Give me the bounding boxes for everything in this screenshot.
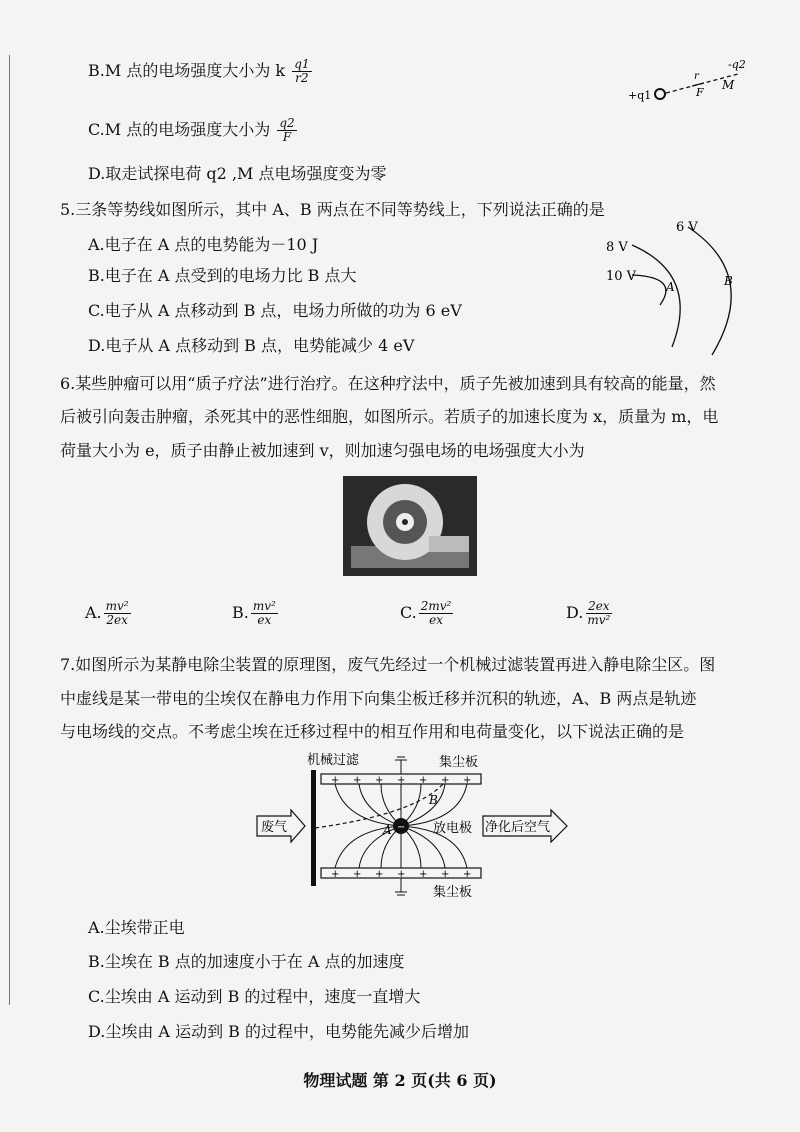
svg-text:F: F xyxy=(696,86,704,99)
q5-option-a: A.电子在 A 点的电势能为－10 J xyxy=(88,235,319,254)
svg-text:B: B xyxy=(724,274,733,288)
svg-text:+: + xyxy=(331,775,340,786)
svg-text:r: r xyxy=(694,71,699,82)
proton-therapy-photo xyxy=(343,476,477,576)
q1-charge-icon xyxy=(655,89,665,99)
q4-option-b: B.M 点的电场强度大小为 k $\frac{q1}{r2}$ xyxy=(88,57,310,85)
page-footer: 物理试题 第 2 页(共 6 页) xyxy=(303,1071,497,1090)
svg-text:+: + xyxy=(375,869,384,880)
svg-text:B: B xyxy=(429,793,438,807)
svg-text:+q1: +q1 xyxy=(628,89,652,102)
svg-text:净化后空气: 净化后空气 xyxy=(485,820,551,835)
svg-text:放电极: 放电极 xyxy=(433,821,473,836)
q6-option-c: C. $\frac{\text{2mv²}}{ex}$ xyxy=(400,599,452,627)
svg-text:-q2: -q2 xyxy=(728,58,746,71)
svg-text:废气: 废气 xyxy=(261,820,288,835)
dust-trajectory xyxy=(315,784,443,828)
q5-stem: 5.三条等势线如图所示，其中 A、B 两点在不同等势线上，下列说法正确的是 xyxy=(60,200,605,219)
svg-text:+: + xyxy=(397,775,406,786)
q6-option-d: D. $\frac{2ex}{\text{mv²}}$ xyxy=(566,599,611,627)
svg-text:集尘板: 集尘板 xyxy=(433,885,473,900)
q4-option-c-fraction: $\frac{q2}{F}$ xyxy=(279,116,295,144)
equipotential-8v xyxy=(632,245,680,347)
q4-option-c: C.M 点的电场强度大小为 $\frac{q2}{F}$ xyxy=(88,116,295,144)
equipotential-6v xyxy=(688,227,731,355)
svg-text:机械过滤: 机械过滤 xyxy=(307,753,360,768)
q4-option-d: D.取走试探电荷 q2 ,M 点电场强度变为零 xyxy=(88,164,387,183)
q7-option-d: D.尘埃由 A 运动到 B 的过程中，电势能先减少后增加 xyxy=(88,1022,470,1041)
q4-option-b-fraction: $\frac{q1}{r2}$ xyxy=(294,57,310,85)
q5-option-d: D.电子从 A 点移动到 B 点，电势能减少 4 eV xyxy=(88,336,415,355)
svg-text:+: + xyxy=(331,869,340,880)
q4-point-charge-figure xyxy=(620,52,760,112)
svg-text:+: + xyxy=(397,869,406,880)
svg-text:+: + xyxy=(419,775,428,786)
q7-option-b: B.尘埃在 B 点的加速度小于在 A 点的加速度 xyxy=(88,952,405,971)
svg-text:8 V: 8 V xyxy=(606,240,628,255)
left-margin-rule xyxy=(9,55,10,1005)
q6-stem-line2: 后被引向轰击肿瘤，杀死其中的恶性细胞，如图所示。若质子的加速长度为 x，质量为 m，电 xyxy=(60,407,719,426)
svg-text:+: + xyxy=(353,775,362,786)
svg-text:A: A xyxy=(666,280,675,294)
svg-text:+: + xyxy=(353,869,362,880)
svg-text:+: + xyxy=(375,775,384,786)
q6-option-b: B. $\frac{\text{mv²}}{ex}$ xyxy=(232,599,276,627)
svg-text:6 V: 6 V xyxy=(676,220,698,235)
svg-text:集尘板: 集尘板 xyxy=(439,755,479,770)
q7-stem-line1: 7.如图所示为某静电除尘装置的原理图，废气先经过一个机械过滤装置再进入静电除尘区。图 xyxy=(60,655,716,674)
svg-text:+: + xyxy=(463,869,472,880)
svg-text:+: + xyxy=(441,869,450,880)
q5-option-b: B.电子在 A 点受到的电场力比 B 点大 xyxy=(88,266,357,285)
svg-text:+: + xyxy=(463,775,472,786)
svg-text:+: + xyxy=(419,869,428,880)
electrostatic-precipitator-figure xyxy=(255,752,575,902)
q6-option-a: A. $\frac{\text{mv²}}{2ex}$ xyxy=(85,599,129,627)
svg-text:A: A xyxy=(383,823,392,837)
q5-equipotential-figure xyxy=(600,215,760,360)
q7-option-c: C.尘埃由 A 运动到 B 的过程中，速度一直增大 xyxy=(88,987,421,1006)
q5-option-c: C.电子从 A 点移动到 B 点，电场力所做的功为 6 eV xyxy=(88,301,462,320)
q6-stem-line3: 荷量大小为 e，质子由静止被加速到 v，则加速匀强电场的电场强度大小为 xyxy=(60,441,585,460)
svg-text:−: − xyxy=(397,822,406,833)
q6-stem-line1: 6.某些肿瘤可以用“质子疗法”进行治疗。在这种疗法中，质子先被加速到具有较高的能量，然 xyxy=(60,374,716,393)
q7-stem-line2: 中虚线是某一带电的尘埃仅在静电力作用下向集尘板迁移并沉积的轨迹，A、B 两点是轨迹 xyxy=(60,689,697,708)
equipotential-10v xyxy=(632,275,666,305)
svg-text:+: + xyxy=(441,775,450,786)
svg-text:M: M xyxy=(722,78,735,92)
q7-stem-line3: 与电场线的交点。不考虑尘埃在迁移过程中的相互作用和电荷量变化，以下说法正确的是 xyxy=(60,722,685,741)
q7-option-a: A.尘埃带正电 xyxy=(88,918,185,937)
svg-text:10 V: 10 V xyxy=(606,269,637,284)
